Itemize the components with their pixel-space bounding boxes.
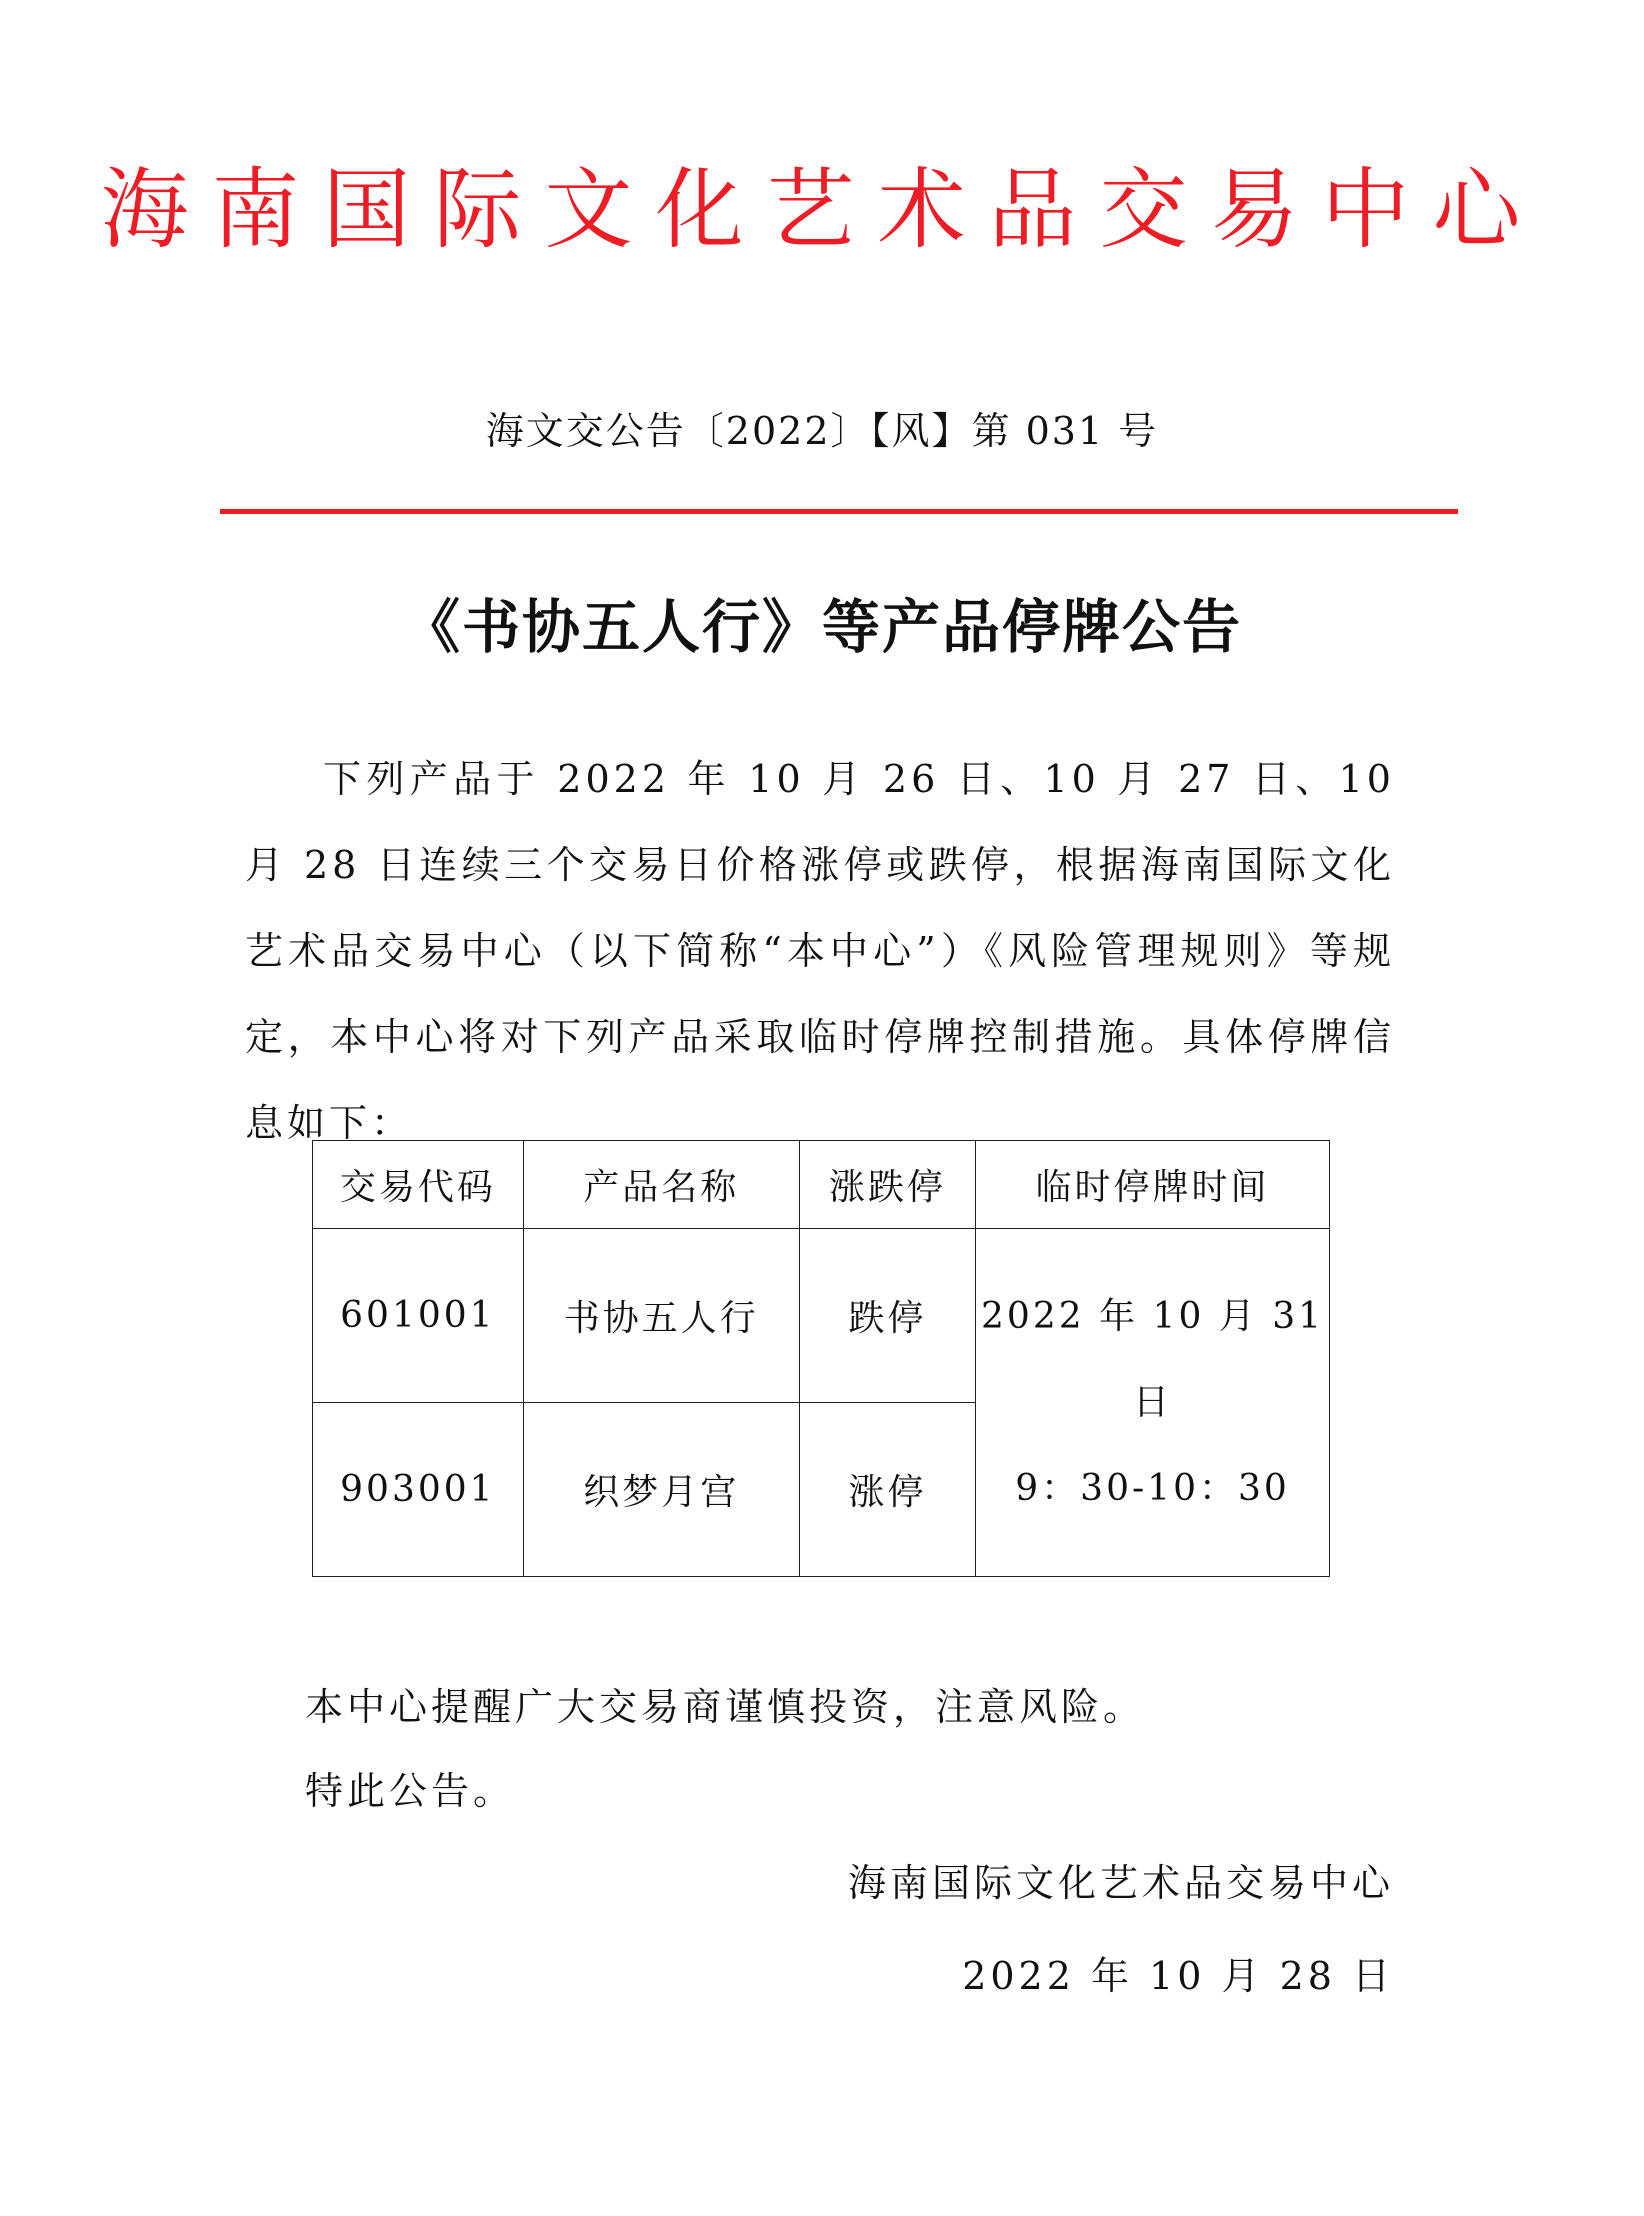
risk-reminder: 本中心提醒广大交易商谨慎投资，注意风险。 [305, 1685, 1146, 1729]
row-trade-code: 601001 [313, 1229, 524, 1403]
header-limit-status: 涨跌停 [799, 1141, 975, 1229]
row-limit-status: 涨停 [799, 1403, 975, 1577]
announcement-title: 《书协五人行》等产品停牌公告 [401, 593, 1242, 661]
header-product-name: 产品名称 [523, 1141, 799, 1229]
row-product-name: 书协五人行 [523, 1229, 799, 1403]
signature-date: 2022 年 10 月 28 日 [962, 1954, 1394, 1998]
row-product-name: 织梦月宫 [523, 1403, 799, 1577]
closing-line: 特此公告。 [305, 1769, 516, 1813]
red-divider-line [220, 509, 1458, 514]
row-trade-code: 903001 [313, 1403, 524, 1577]
row-limit-status: 跌停 [799, 1229, 975, 1403]
signature-organization: 海南国际文化艺术品交易中心 [847, 1861, 1394, 1905]
suspension-table [312, 1140, 1330, 1577]
halt-time-range: 9：30-10：30 [1015, 1467, 1290, 1509]
body-paragraph: 下列产品于 2022 年 10 月 26 日、10 月 27 日、10 月 28 日连续三个交易日价格涨停或跌停，根据海南国际文化艺术品交易中心（以下简称“本中心”）《风险管理规则》等规定，本中心将对下列产品采取临时停牌控制措施。具体停牌信息如下： [245, 757, 1395, 1145]
document-number: 海文交公告〔2022〕【风】第 031 号 [485, 409, 1159, 453]
header-halt-time: 临时停牌时间 [976, 1141, 1330, 1229]
table-row [313, 1229, 1330, 1403]
header-trade-code: 交易代码 [313, 1141, 524, 1229]
organization-header: 海南国际文化艺术品交易中心 [100, 158, 1544, 261]
table-header-row [313, 1141, 1330, 1229]
halt-date: 2022 年 10 月 31 日 [981, 1295, 1325, 1423]
halt-time-cell [976, 1229, 1330, 1577]
